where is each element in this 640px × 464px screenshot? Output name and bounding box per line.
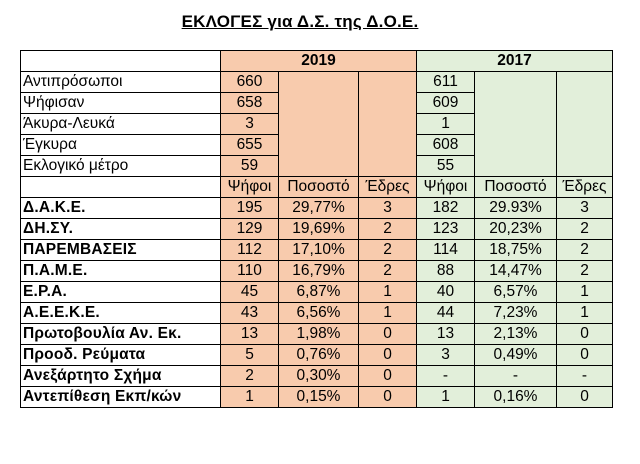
summary-2019-value: 59: [221, 156, 279, 177]
party-name: Δ.Α.Κ.Ε.: [21, 198, 221, 219]
seats-2017: 0: [557, 387, 613, 408]
percent-2017: 7,23%: [475, 303, 557, 324]
seats-2019: 3: [359, 198, 417, 219]
party-row: [21, 219, 613, 240]
party-row: [21, 303, 613, 324]
party-row: [21, 198, 613, 219]
party-name: Α.Ε.Ε.Κ.Ε.: [21, 303, 221, 324]
summary-2019-value: 3: [221, 114, 279, 135]
party-name: Πρωτοβουλία Αν. Εκ.: [21, 324, 221, 345]
party-column-corner: [21, 177, 221, 198]
percent-2017-header: Ποσοστό: [475, 177, 557, 198]
percent-2019: 19,69%: [279, 219, 359, 240]
seats-2017: 2: [557, 240, 613, 261]
seats-2019: 0: [359, 366, 417, 387]
percent-2019: 6,56%: [279, 303, 359, 324]
blank-2017-seats: [557, 72, 613, 177]
votes-2017: 13: [417, 324, 475, 345]
seats-2017: 2: [557, 261, 613, 282]
percent-2017: 14,47%: [475, 261, 557, 282]
votes-2017: -: [417, 366, 475, 387]
party-row: [21, 387, 613, 408]
year-2019-header: 2019: [221, 51, 417, 72]
percent-2019-header: Ποσοστό: [279, 177, 359, 198]
votes-2017: 123: [417, 219, 475, 240]
percent-2017: 29.93%: [475, 198, 557, 219]
percent-2017: 20,23%: [475, 219, 557, 240]
seats-2017: -: [557, 366, 613, 387]
seats-2019: 0: [359, 387, 417, 408]
column-header-row: [21, 177, 613, 198]
percent-2017: -: [475, 366, 557, 387]
percent-2019: 0,76%: [279, 345, 359, 366]
votes-2017: 44: [417, 303, 475, 324]
seats-2017: 1: [557, 303, 613, 324]
votes-2019-header: Ψήφοι: [221, 177, 279, 198]
percent-2019: 1,98%: [279, 324, 359, 345]
summary-2017-value: 611: [417, 72, 475, 93]
summary-2017-value: 1: [417, 114, 475, 135]
seats-2019: 0: [359, 345, 417, 366]
votes-2017: 3: [417, 345, 475, 366]
party-name: Ανεξάρτητο Σχήμα: [21, 366, 221, 387]
percent-2017: 6,57%: [475, 282, 557, 303]
seats-2017-header: Έδρες: [557, 177, 613, 198]
votes-2019: 13: [221, 324, 279, 345]
votes-2019: 112: [221, 240, 279, 261]
votes-2019: 2: [221, 366, 279, 387]
summary-label: Αντιπρόσωποι: [21, 72, 221, 93]
page-title: ΕΚΛΟΓΕΣ για Δ.Σ. της Δ.Ο.Ε.: [181, 12, 419, 31]
blank-2019-percent: [279, 72, 359, 177]
percent-2019: 16,79%: [279, 261, 359, 282]
votes-2019: 45: [221, 282, 279, 303]
seats-2019: 2: [359, 219, 417, 240]
election-results-table: [20, 50, 613, 408]
party-row: [21, 324, 613, 345]
seats-2019: 2: [359, 261, 417, 282]
party-name: Αντεπίθεση Εκπ/κών: [21, 387, 221, 408]
percent-2017: 0,49%: [475, 345, 557, 366]
party-row: [21, 240, 613, 261]
percent-2019: 17,10%: [279, 240, 359, 261]
votes-2019: 1: [221, 387, 279, 408]
votes-2017-header: Ψήφοι: [417, 177, 475, 198]
votes-2017: 40: [417, 282, 475, 303]
seats-2019: 1: [359, 303, 417, 324]
party-row: [21, 366, 613, 387]
percent-2019: 6,87%: [279, 282, 359, 303]
percent-2019: 0,15%: [279, 387, 359, 408]
summary-2017-value: 608: [417, 135, 475, 156]
summary-2017-value: 609: [417, 93, 475, 114]
summary-row: [21, 72, 613, 93]
year-2017-header: 2017: [417, 51, 613, 72]
summary-2017-value: 55: [417, 156, 475, 177]
percent-2019: 0,30%: [279, 366, 359, 387]
percent-2017: 2,13%: [475, 324, 557, 345]
corner-cell: [21, 51, 221, 72]
votes-2019: 43: [221, 303, 279, 324]
summary-label: Έγκυρα: [21, 135, 221, 156]
votes-2017: 182: [417, 198, 475, 219]
percent-2019: 29,77%: [279, 198, 359, 219]
summary-2019-value: 658: [221, 93, 279, 114]
party-name: Π.Α.Μ.Ε.: [21, 261, 221, 282]
summary-label: Άκυρα-Λευκά: [21, 114, 221, 135]
party-row: [21, 345, 613, 366]
blank-2019-seats: [359, 72, 417, 177]
summary-2019-value: 660: [221, 72, 279, 93]
votes-2019: 195: [221, 198, 279, 219]
seats-2017: 0: [557, 345, 613, 366]
seats-2019-header: Έδρες: [359, 177, 417, 198]
summary-label: Ψήφισαν: [21, 93, 221, 114]
votes-2019: 5: [221, 345, 279, 366]
party-name: Προοδ. Ρεύματα: [21, 345, 221, 366]
party-rows: [21, 198, 613, 408]
party-row: [21, 282, 613, 303]
percent-2017: 0,16%: [475, 387, 557, 408]
party-name: ΔΗ.ΣΥ.: [21, 219, 221, 240]
blank-2017-percent: [475, 72, 557, 177]
seats-2017: 3: [557, 198, 613, 219]
summary-2019-value: 655: [221, 135, 279, 156]
summary-label: Εκλογικό μέτρο: [21, 156, 221, 177]
seats-2019: 2: [359, 240, 417, 261]
seats-2017: 2: [557, 219, 613, 240]
seats-2019: 1: [359, 282, 417, 303]
seats-2017: 0: [557, 324, 613, 345]
votes-2017: 1: [417, 387, 475, 408]
seats-2017: 1: [557, 282, 613, 303]
percent-2017: 18,75%: [475, 240, 557, 261]
party-row: [21, 261, 613, 282]
votes-2019: 110: [221, 261, 279, 282]
seats-2019: 0: [359, 324, 417, 345]
party-name: Ε.Ρ.Α.: [21, 282, 221, 303]
votes-2019: 129: [221, 219, 279, 240]
votes-2017: 114: [417, 240, 475, 261]
votes-2017: 88: [417, 261, 475, 282]
party-name: ΠΑΡΕΜΒΑΣΕΙΣ: [21, 240, 221, 261]
year-header-row: [21, 51, 613, 72]
